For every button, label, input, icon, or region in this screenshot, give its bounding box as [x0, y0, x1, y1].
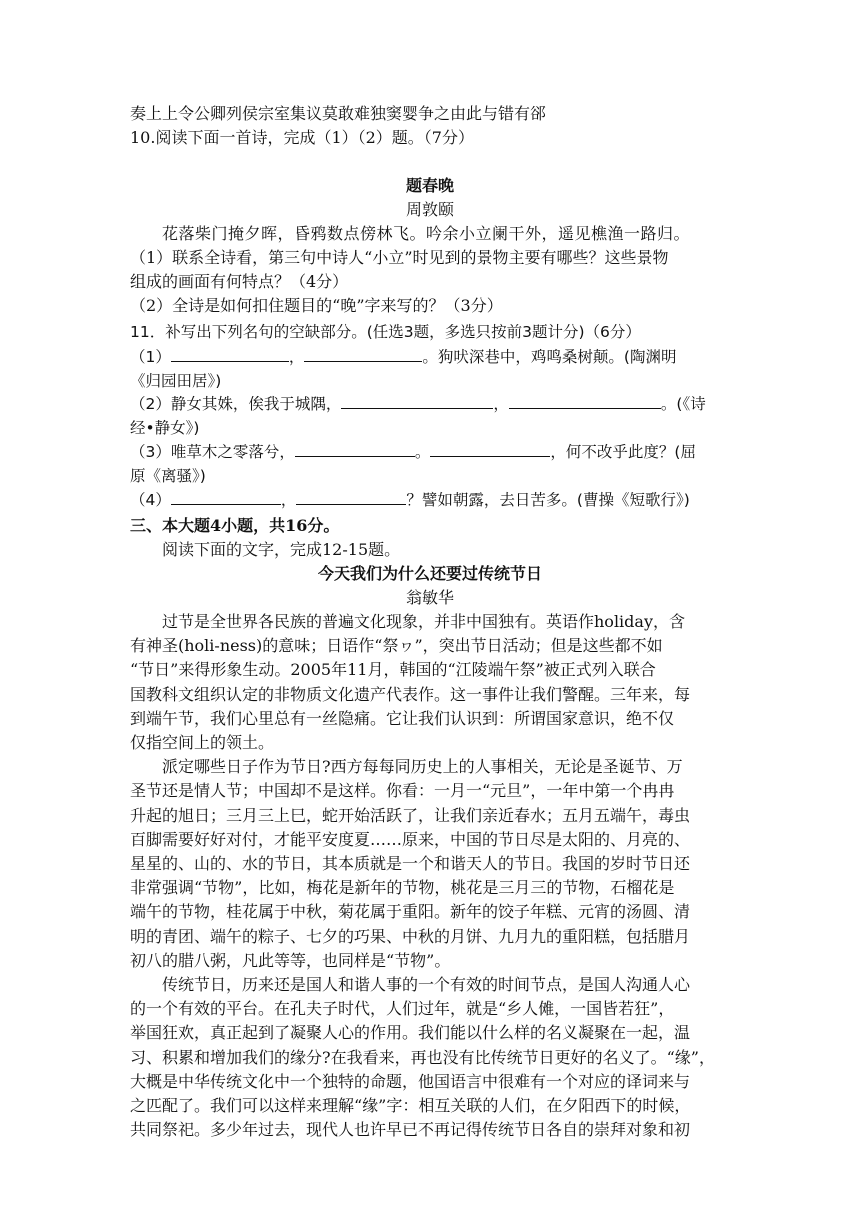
fill-blank[interactable] — [171, 345, 289, 362]
fill-blank[interactable] — [341, 392, 493, 409]
punct: ， — [280, 491, 297, 509]
article-line: 非常强调“节物”，比如，梅花是新年的节物，桃花是三月三的节物，石榴花是 — [130, 878, 675, 897]
punct: 。 — [414, 443, 431, 461]
q11-item-2 — [130, 392, 706, 416]
poem-author: 周敦颐 — [405, 200, 454, 219]
article-line: 端午的节物，桂花属于中秋，菊花属于重阳。新年的饺子年糕、元宵的汤圆、清 — [130, 902, 691, 921]
article-line: 百脚需要好好对付，才能平安度夏……原来，中国的节日尽是太阳的、月亮的、 — [130, 830, 691, 849]
q11-item4-label: （4） — [130, 491, 171, 509]
q11-item-1 — [130, 345, 676, 369]
q11-item1-label: （1） — [130, 348, 171, 366]
punct: ， — [288, 348, 305, 366]
article-line: 升起的旭日；三月三上巳，蛇开始活跃了，让我们亲近春水；五月五端午，毒虫 — [130, 806, 691, 825]
q11-item2-text: （2）静女其姝，俟我于城隅， — [130, 395, 342, 413]
fill-blank[interactable] — [171, 488, 281, 505]
fill-blank[interactable] — [296, 488, 406, 505]
section-3-heading: 三、本大题4小题，共16分。 — [130, 516, 340, 535]
q11-item-4 — [130, 488, 690, 512]
article-title: 今天我们为什么还要过传统节日 — [317, 564, 542, 583]
q11-item-3-cont: 原《离骚》) — [130, 467, 206, 485]
fill-blank[interactable] — [295, 440, 415, 457]
article-line: 仅指空间上的领土。 — [130, 733, 275, 752]
article-line: 明的青团、端午的粽子、七夕的巧果、中秋的月饼、九月九的重阳糕，包括腊月 — [130, 927, 691, 946]
article-line: 圣节还是情人节；中国却不是这样。你看：一月一“元旦”，一年中第一个冉冉 — [130, 781, 675, 800]
top-text-line: 奏上上令公卿列侯宗室集议莫敢难独窦婴争之由此与错有郤 — [130, 104, 547, 123]
question-10-sub1-line1: （1）联系全诗看，第三句中诗人“小立”时见到的景物主要有哪些？这些景物 — [130, 248, 669, 267]
article-line: 传统节日，历来还是国人和谐人事的一个有效的时间节点，是国人沟通人心 — [162, 975, 691, 994]
article-line: 习、积累和增加我们的缘分?在我看来，再也没有比传统节日更好的名义了。“缘”， — [130, 1048, 715, 1067]
q11-item2-source: 。(《诗 — [660, 395, 706, 413]
fill-blank[interactable] — [304, 345, 422, 362]
article-line: “节日”来得形象生动。2005年11月，韩国的“江陵端午祭”被正式列入联合 — [130, 660, 656, 679]
article-line: 有神圣(holi-ness)的意味；日语作“祭ヮ”，突出节日活动；但是这些都不如 — [130, 636, 663, 655]
article-line: 星星的、山的、水的节日，其本质就是一个和谐天人的节日。我国的岁时节日还 — [130, 854, 691, 873]
article-line: 的一个有效的平台。在孔夫子时代，人们过年，就是“乡人傩，一国皆若狂”， — [130, 999, 675, 1018]
fill-blank[interactable] — [509, 392, 661, 409]
question-11-prompt: 11．补写出下列名句的空缺部分。(任选3题，多选只按前3题计分)（6分） — [130, 323, 641, 341]
q11-item3-text2: ，何不改乎此度？(屈 — [550, 443, 696, 461]
question-10-prompt: 10.阅读下面一首诗，完成（1）（2）题。（7分） — [130, 128, 474, 147]
section-3-intro: 阅读下面的文字，完成12-15题。 — [162, 540, 401, 559]
q11-item1-text: 。狗吠深巷中，鸡鸣桑树颠。(陶渊明 — [422, 348, 677, 366]
article-line: 之匹配了。我们可以这样来理解“缘”字：相互关联的人们，在夕阳西下的时候， — [130, 1096, 691, 1115]
article-line: 举国狂欢，真正起到了凝聚人心的作用。我们能以什么样的名义凝聚在一起，温 — [130, 1023, 691, 1042]
poem-text: 花落柴门掩夕晖，昏鸦数点傍林飞。吟余小立阑干外，遥见樵渔一路归。 — [162, 224, 691, 243]
article-line: 大概是中华传统文化中一个独特的命题，他国语言中很难有一个对应的译词来与 — [130, 1072, 691, 1091]
article-author: 翁敏华 — [405, 588, 454, 607]
article-line: 到端午节，我们心里总有一丝隐痛。它让我们认识到：所谓国家意识，绝不仅 — [130, 709, 675, 728]
article-line: 初八的腊八粥，凡此等等，也同样是“节物”。 — [130, 951, 451, 970]
question-10-sub2: （2）全诗是如何扣住题目的“晚”字来写的？（3分） — [130, 296, 503, 315]
article-line: 派定哪些日子作为节日?西方每每同历史上的人事相关，无论是圣诞节、万 — [162, 757, 683, 776]
punct: ， — [493, 395, 509, 413]
q11-item-1-cont: 《归园田居》) — [130, 372, 222, 390]
q11-item-2-cont: 经•静女》) — [130, 419, 200, 437]
poem-title: 题春晚 — [405, 176, 454, 195]
fill-blank[interactable] — [430, 440, 550, 457]
question-10-sub1-line2: 组成的画面有何特点？（4分） — [130, 272, 349, 291]
q11-item-3 — [130, 440, 696, 464]
article-line: 过节是全世界各民族的普遍文化现象，并非中国独有。英语作holiday，含 — [162, 612, 685, 631]
q11-item4-text: ？譬如朝露，去日苦多。(曹操《短歌行》) — [406, 491, 690, 509]
article-line: 共同祭祀。多少年过去，现代人也许早已不再记得传统节日各自的崇拜对象和初 — [130, 1120, 691, 1139]
q11-item3-text: （3）唯草木之零落兮， — [130, 443, 295, 461]
article-line: 国教科文组织认定的非物质文化遗产代表作。这一事件让我们警醒。三年来，每 — [130, 685, 691, 704]
